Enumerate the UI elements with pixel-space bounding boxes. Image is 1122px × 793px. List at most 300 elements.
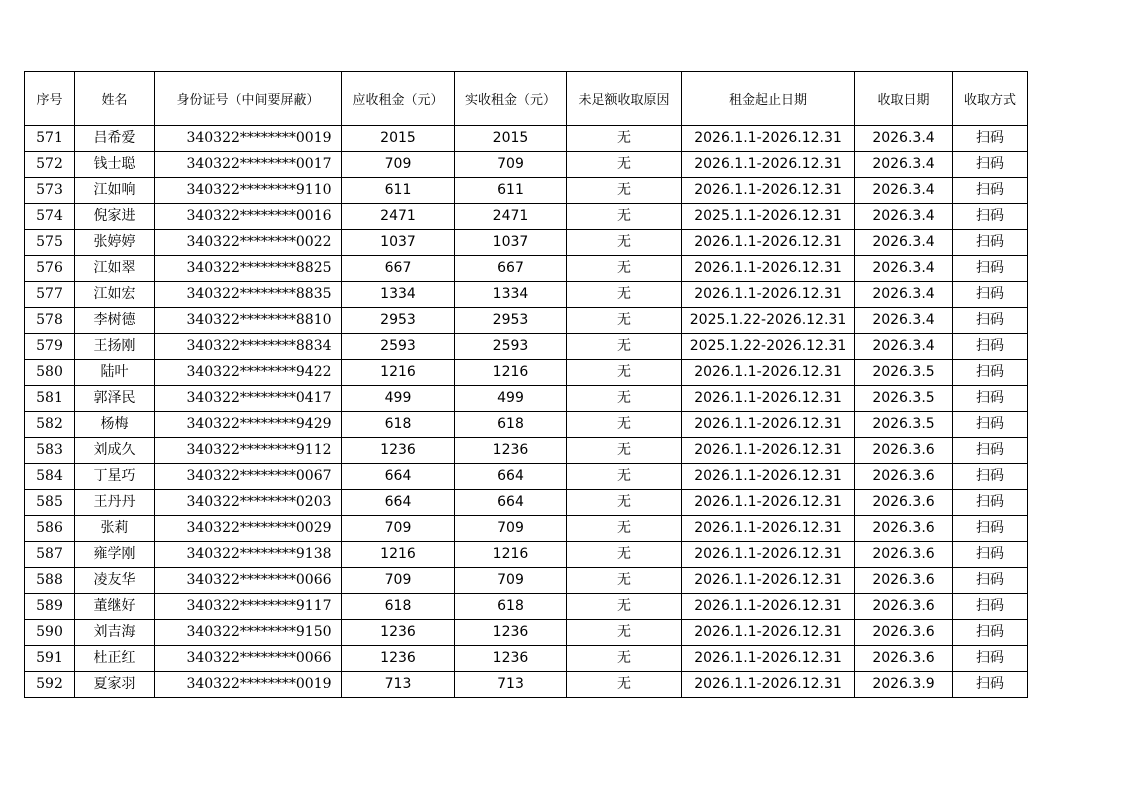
cell-rent-period [682,568,855,594]
cell-rent-paid-text: 1236 [492,442,529,458]
cell-shortfall-reason [567,672,682,698]
header-rent-period: 租金起止日期 [682,72,855,126]
cell-collection-date [855,672,953,698]
cell-rent-paid-text: 1037 [492,234,529,250]
cell-payment-method [953,594,1028,620]
cell-shortfall-reason-text: 无 [617,624,631,640]
header-payment-method: 收取方式 [953,72,1028,126]
cell-shortfall-reason-text: 无 [617,182,631,198]
cell-rent-due-text: 1236 [380,624,416,640]
cell-collection-date [855,516,953,542]
cell-no [25,542,75,568]
cell-shortfall-reason-text: 无 [617,468,631,484]
cell-payment-method-text: 扫码 [976,286,1004,302]
cell-rent-due-text: 664 [384,468,412,484]
cell-rent-due [342,672,455,698]
cell-payment-method [953,360,1028,386]
cell-id-number [155,464,342,490]
cell-collection-date [855,126,953,152]
cell-shortfall-reason [567,438,682,464]
cell-no-text: 592 [36,676,63,692]
cell-no-text: 581 [36,390,63,406]
cell-rent-paid-text: 1236 [492,650,529,666]
cell-rent-due [342,126,455,152]
cell-collection-date-text: 2026.3.6 [872,546,935,562]
table-row [25,438,1028,464]
cell-no [25,464,75,490]
cell-rent-due [342,308,455,334]
cell-rent-due-text: 2593 [380,338,416,354]
cell-collection-date [855,594,953,620]
cell-collection-date-text: 2026.3.5 [872,416,935,432]
cell-no-text: 582 [36,416,63,432]
cell-payment-method-text: 扫码 [976,520,1004,536]
cell-collection-date [855,386,953,412]
cell-rent-due [342,464,455,490]
cell-name [75,152,155,178]
cell-no [25,282,75,308]
cell-rent-paid-text: 713 [497,676,524,692]
cell-rent-due-text: 1037 [380,234,416,250]
cell-payment-method [953,386,1028,412]
cell-id-number [155,126,342,152]
cell-payment-method-text: 扫码 [976,182,1004,198]
cell-payment-method-text: 扫码 [976,650,1004,666]
cell-id-number-text: 340322********9150 [186,624,332,640]
cell-rent-due-text: 709 [384,520,412,536]
cell-rent-paid-text: 709 [497,520,524,536]
cell-rent-period [682,594,855,620]
table-row [25,230,1028,256]
cell-shortfall-reason-text: 无 [617,364,631,380]
cell-rent-due-text: 1216 [380,364,416,380]
cell-payment-method [953,516,1028,542]
cell-payment-method-text: 扫码 [976,546,1004,562]
cell-rent-paid [455,230,567,256]
cell-collection-date [855,204,953,230]
cell-payment-method [953,568,1028,594]
cell-rent-paid [455,386,567,412]
table-row [25,568,1028,594]
cell-id-number-text: 340322********9117 [186,598,332,614]
cell-shortfall-reason [567,516,682,542]
cell-payment-method-text: 扫码 [976,416,1004,432]
cell-collection-date-text: 2026.3.6 [872,520,935,536]
cell-rent-due [342,568,455,594]
cell-shortfall-reason [567,334,682,360]
cell-name-text: 凌友华 [93,572,136,588]
cell-rent-paid-text: 611 [497,182,524,198]
cell-id-number [155,646,342,672]
cell-name-text: 江如响 [93,182,136,198]
cell-rent-period [682,516,855,542]
cell-id-number [155,204,342,230]
table-row [25,126,1028,152]
cell-name [75,516,155,542]
cell-rent-paid-text: 618 [497,598,524,614]
cell-rent-period [682,178,855,204]
cell-shortfall-reason-text: 无 [617,156,631,172]
cell-rent-due [342,282,455,308]
cell-payment-method [953,490,1028,516]
cell-name-text: 王丹丹 [93,494,136,510]
table-row [25,464,1028,490]
cell-collection-date [855,412,953,438]
cell-name-text: 吕希爱 [93,130,136,146]
header-shortfall-reason: 未足额收取原因 [567,72,682,126]
cell-rent-due [342,178,455,204]
cell-name-text: 雍学刚 [93,546,136,562]
cell-payment-method [953,646,1028,672]
cell-shortfall-reason [567,620,682,646]
cell-collection-date [855,568,953,594]
cell-collection-date [855,152,953,178]
cell-no [25,646,75,672]
cell-rent-due-text: 1216 [380,546,416,562]
cell-name [75,594,155,620]
cell-rent-due [342,594,455,620]
cell-collection-date-text: 2026.3.6 [872,598,935,614]
cell-payment-method-text: 扫码 [976,364,1004,380]
cell-collection-date [855,334,953,360]
cell-no-text: 588 [36,572,63,588]
cell-shortfall-reason-text: 无 [617,416,631,432]
cell-shortfall-reason [567,386,682,412]
cell-id-number-text: 340322********0022 [186,234,332,250]
cell-no-text: 587 [36,546,63,562]
cell-shortfall-reason-text: 无 [617,286,631,302]
cell-name [75,542,155,568]
cell-name [75,490,155,516]
cell-rent-paid-text: 2953 [492,312,529,328]
table-row [25,542,1028,568]
cell-no-text: 578 [36,312,63,328]
cell-shortfall-reason-text: 无 [617,312,631,328]
cell-id-number [155,516,342,542]
cell-name-text: 张莉 [100,520,129,536]
cell-name-text: 杜正红 [93,650,136,666]
header-rent-due: 应收租金（元） [342,72,455,126]
cell-rent-due-text: 499 [384,390,412,406]
cell-id-number [155,542,342,568]
cell-payment-method-text: 扫码 [976,494,1004,510]
cell-rent-due-text: 709 [384,572,412,588]
cell-rent-paid [455,256,567,282]
cell-rent-period-text: 2026.1.1-2026.12.31 [694,676,842,692]
cell-shortfall-reason-text: 无 [617,494,631,510]
cell-name [75,334,155,360]
cell-payment-method-text: 扫码 [976,208,1004,224]
cell-name-text: 张婷婷 [93,234,136,250]
cell-id-number-text: 340322********9429 [186,416,332,432]
cell-no [25,178,75,204]
cell-name-text: 江如宏 [93,286,136,302]
cell-id-number [155,230,342,256]
cell-rent-paid [455,282,567,308]
table-row [25,672,1028,698]
cell-no-text: 580 [36,364,63,380]
cell-no [25,230,75,256]
cell-rent-period-text: 2026.1.1-2026.12.31 [694,182,842,198]
cell-shortfall-reason-text: 无 [617,546,631,562]
cell-collection-date [855,620,953,646]
header-name: 姓名 [75,72,155,126]
table-row [25,360,1028,386]
table-row [25,620,1028,646]
cell-payment-method-text: 扫码 [976,234,1004,250]
cell-id-number [155,152,342,178]
cell-rent-period [682,438,855,464]
cell-name [75,360,155,386]
cell-id-number-text: 340322********0029 [186,520,332,536]
cell-name [75,256,155,282]
cell-rent-paid [455,178,567,204]
cell-id-number-text: 340322********9422 [186,364,332,380]
cell-no-text: 577 [36,286,63,302]
cell-rent-paid-text: 1236 [492,624,529,640]
cell-no [25,204,75,230]
cell-rent-period-text: 2026.1.1-2026.12.31 [694,546,842,562]
cell-shortfall-reason-text: 无 [617,130,631,146]
cell-no [25,620,75,646]
cell-collection-date-text: 2026.3.4 [872,182,935,198]
cell-rent-due [342,412,455,438]
cell-name-text: 刘成久 [93,442,136,458]
cell-collection-date [855,542,953,568]
cell-payment-method [953,308,1028,334]
cell-rent-paid-text: 1216 [492,364,529,380]
cell-payment-method [953,230,1028,256]
cell-rent-due [342,620,455,646]
cell-collection-date-text: 2026.3.4 [872,286,935,302]
cell-payment-method [953,152,1028,178]
cell-rent-period [682,152,855,178]
cell-collection-date [855,230,953,256]
cell-no-text: 579 [36,338,63,354]
header-rent-paid: 实收租金（元） [455,72,567,126]
cell-name [75,178,155,204]
cell-rent-period-text: 2026.1.1-2026.12.31 [694,130,842,146]
cell-shortfall-reason [567,308,682,334]
cell-rent-due-text: 2015 [380,130,416,146]
cell-shortfall-reason [567,542,682,568]
cell-payment-method-text: 扫码 [976,260,1004,276]
cell-shortfall-reason [567,178,682,204]
cell-no [25,386,75,412]
cell-rent-due-text: 1334 [380,286,416,302]
cell-collection-date [855,646,953,672]
table-row [25,152,1028,178]
cell-shortfall-reason-text: 无 [617,234,631,250]
cell-rent-paid [455,126,567,152]
cell-rent-due [342,386,455,412]
cell-rent-period-text: 2026.1.1-2026.12.31 [694,260,842,276]
cell-rent-paid-text: 2015 [492,130,529,146]
table-body [25,126,1028,698]
cell-rent-paid [455,568,567,594]
cell-no [25,438,75,464]
cell-no [25,308,75,334]
cell-shortfall-reason-text: 无 [617,572,631,588]
cell-payment-method-text: 扫码 [976,468,1004,484]
cell-rent-due [342,516,455,542]
cell-rent-paid-text: 1334 [492,286,529,302]
cell-rent-paid [455,438,567,464]
cell-rent-period-text: 2026.1.1-2026.12.31 [694,364,842,380]
cell-rent-paid [455,464,567,490]
cell-rent-period-text: 2026.1.1-2026.12.31 [694,416,842,432]
cell-name-text: 陆叶 [100,364,129,380]
cell-collection-date-text: 2026.3.4 [872,130,935,146]
cell-rent-period [682,308,855,334]
table-row [25,386,1028,412]
cell-rent-period-text: 2025.1.22-2026.12.31 [689,312,847,328]
cell-rent-paid [455,620,567,646]
cell-name [75,672,155,698]
cell-rent-period [682,672,855,698]
cell-rent-period-text: 2025.1.22-2026.12.31 [689,338,847,354]
cell-rent-due-text: 709 [384,156,412,172]
cell-shortfall-reason [567,256,682,282]
cell-shortfall-reason-text: 无 [617,390,631,406]
cell-shortfall-reason [567,204,682,230]
cell-payment-method-text: 扫码 [976,312,1004,328]
cell-no [25,516,75,542]
cell-rent-period [682,204,855,230]
cell-collection-date-text: 2026.3.4 [872,208,935,224]
cell-id-number-text: 340322********8835 [186,286,332,302]
table-header-row [25,72,1028,126]
table-row [25,516,1028,542]
cell-rent-period-text: 2026.1.1-2026.12.31 [694,572,842,588]
cell-id-number-text: 340322********0016 [186,208,332,224]
cell-rent-paid [455,412,567,438]
cell-name [75,282,155,308]
cell-rent-paid-text: 618 [497,416,524,432]
cell-shortfall-reason-text: 无 [617,442,631,458]
cell-collection-date-text: 2026.3.6 [872,442,935,458]
cell-id-number-text: 340322********0017 [186,156,332,172]
cell-id-number-text: 340322********9112 [186,442,332,458]
cell-payment-method [953,620,1028,646]
cell-payment-method-text: 扫码 [976,624,1004,640]
cell-id-number [155,568,342,594]
cell-collection-date-text: 2026.3.4 [872,312,935,328]
cell-collection-date-text: 2026.3.4 [872,338,935,354]
cell-rent-paid [455,152,567,178]
cell-no-text: 589 [36,598,63,614]
cell-id-number [155,620,342,646]
cell-rent-period-text: 2025.1.1-2026.12.31 [694,208,842,224]
cell-rent-due-text: 667 [384,260,412,276]
cell-id-number [155,256,342,282]
cell-payment-method-text: 扫码 [976,390,1004,406]
cell-id-number [155,672,342,698]
cell-rent-paid [455,594,567,620]
cell-name-text: 杨梅 [100,416,129,432]
cell-shortfall-reason-text: 无 [617,208,631,224]
cell-rent-due-text: 611 [384,182,412,198]
cell-collection-date-text: 2026.3.5 [872,364,935,380]
cell-rent-due-text: 2471 [380,208,416,224]
cell-rent-period-text: 2026.1.1-2026.12.31 [694,650,842,666]
cell-no-text: 576 [36,260,63,276]
cell-id-number-text: 340322********0066 [186,650,332,666]
cell-id-number [155,360,342,386]
cell-rent-paid [455,646,567,672]
cell-id-number [155,490,342,516]
cell-rent-due [342,360,455,386]
cell-collection-date [855,256,953,282]
cell-rent-period-text: 2026.1.1-2026.12.31 [694,624,842,640]
cell-collection-date [855,360,953,386]
cell-collection-date-text: 2026.3.4 [872,234,935,250]
cell-payment-method [953,126,1028,152]
cell-shortfall-reason-text: 无 [617,338,631,354]
cell-name-text: 钱士聪 [93,156,136,172]
cell-rent-due [342,204,455,230]
cell-rent-paid-text: 2471 [492,208,529,224]
cell-id-number-text: 340322********0019 [186,130,332,146]
cell-no [25,594,75,620]
cell-name [75,568,155,594]
cell-rent-period [682,620,855,646]
cell-collection-date-text: 2026.3.6 [872,650,935,666]
cell-no-text: 572 [36,156,63,172]
cell-rent-period [682,464,855,490]
cell-id-number [155,308,342,334]
table-row [25,490,1028,516]
cell-shortfall-reason [567,464,682,490]
cell-payment-method [953,282,1028,308]
cell-no [25,126,75,152]
cell-no-text: 585 [36,494,63,510]
cell-name-text: 李树德 [93,312,136,328]
cell-payment-method-text: 扫码 [976,338,1004,354]
cell-rent-period [682,646,855,672]
cell-no-text: 584 [36,468,63,484]
cell-payment-method-text: 扫码 [976,598,1004,614]
cell-rent-period [682,256,855,282]
table-row [25,204,1028,230]
cell-name [75,620,155,646]
cell-name-text: 夏家羽 [93,676,136,692]
cell-rent-paid-text: 709 [497,156,524,172]
cell-payment-method-text: 扫码 [976,676,1004,692]
cell-rent-period-text: 2026.1.1-2026.12.31 [694,286,842,302]
cell-rent-period [682,386,855,412]
cell-shortfall-reason-text: 无 [617,676,631,692]
cell-collection-date [855,464,953,490]
cell-rent-due-text: 1236 [380,650,416,666]
cell-rent-due [342,542,455,568]
cell-id-number [155,178,342,204]
cell-id-number-text: 340322********0417 [186,390,332,406]
cell-rent-paid-text: 709 [497,572,524,588]
cell-payment-method [953,256,1028,282]
cell-shortfall-reason-text: 无 [617,520,631,536]
cell-rent-due [342,256,455,282]
cell-shortfall-reason [567,360,682,386]
cell-no-text: 590 [36,624,63,640]
cell-rent-paid [455,308,567,334]
cell-no [25,412,75,438]
cell-no-text: 573 [36,182,63,198]
cell-id-number-text: 340322********9110 [186,182,332,198]
cell-shortfall-reason-text: 无 [617,260,631,276]
cell-rent-period-text: 2026.1.1-2026.12.31 [694,156,842,172]
cell-rent-period-text: 2026.1.1-2026.12.31 [694,520,842,536]
